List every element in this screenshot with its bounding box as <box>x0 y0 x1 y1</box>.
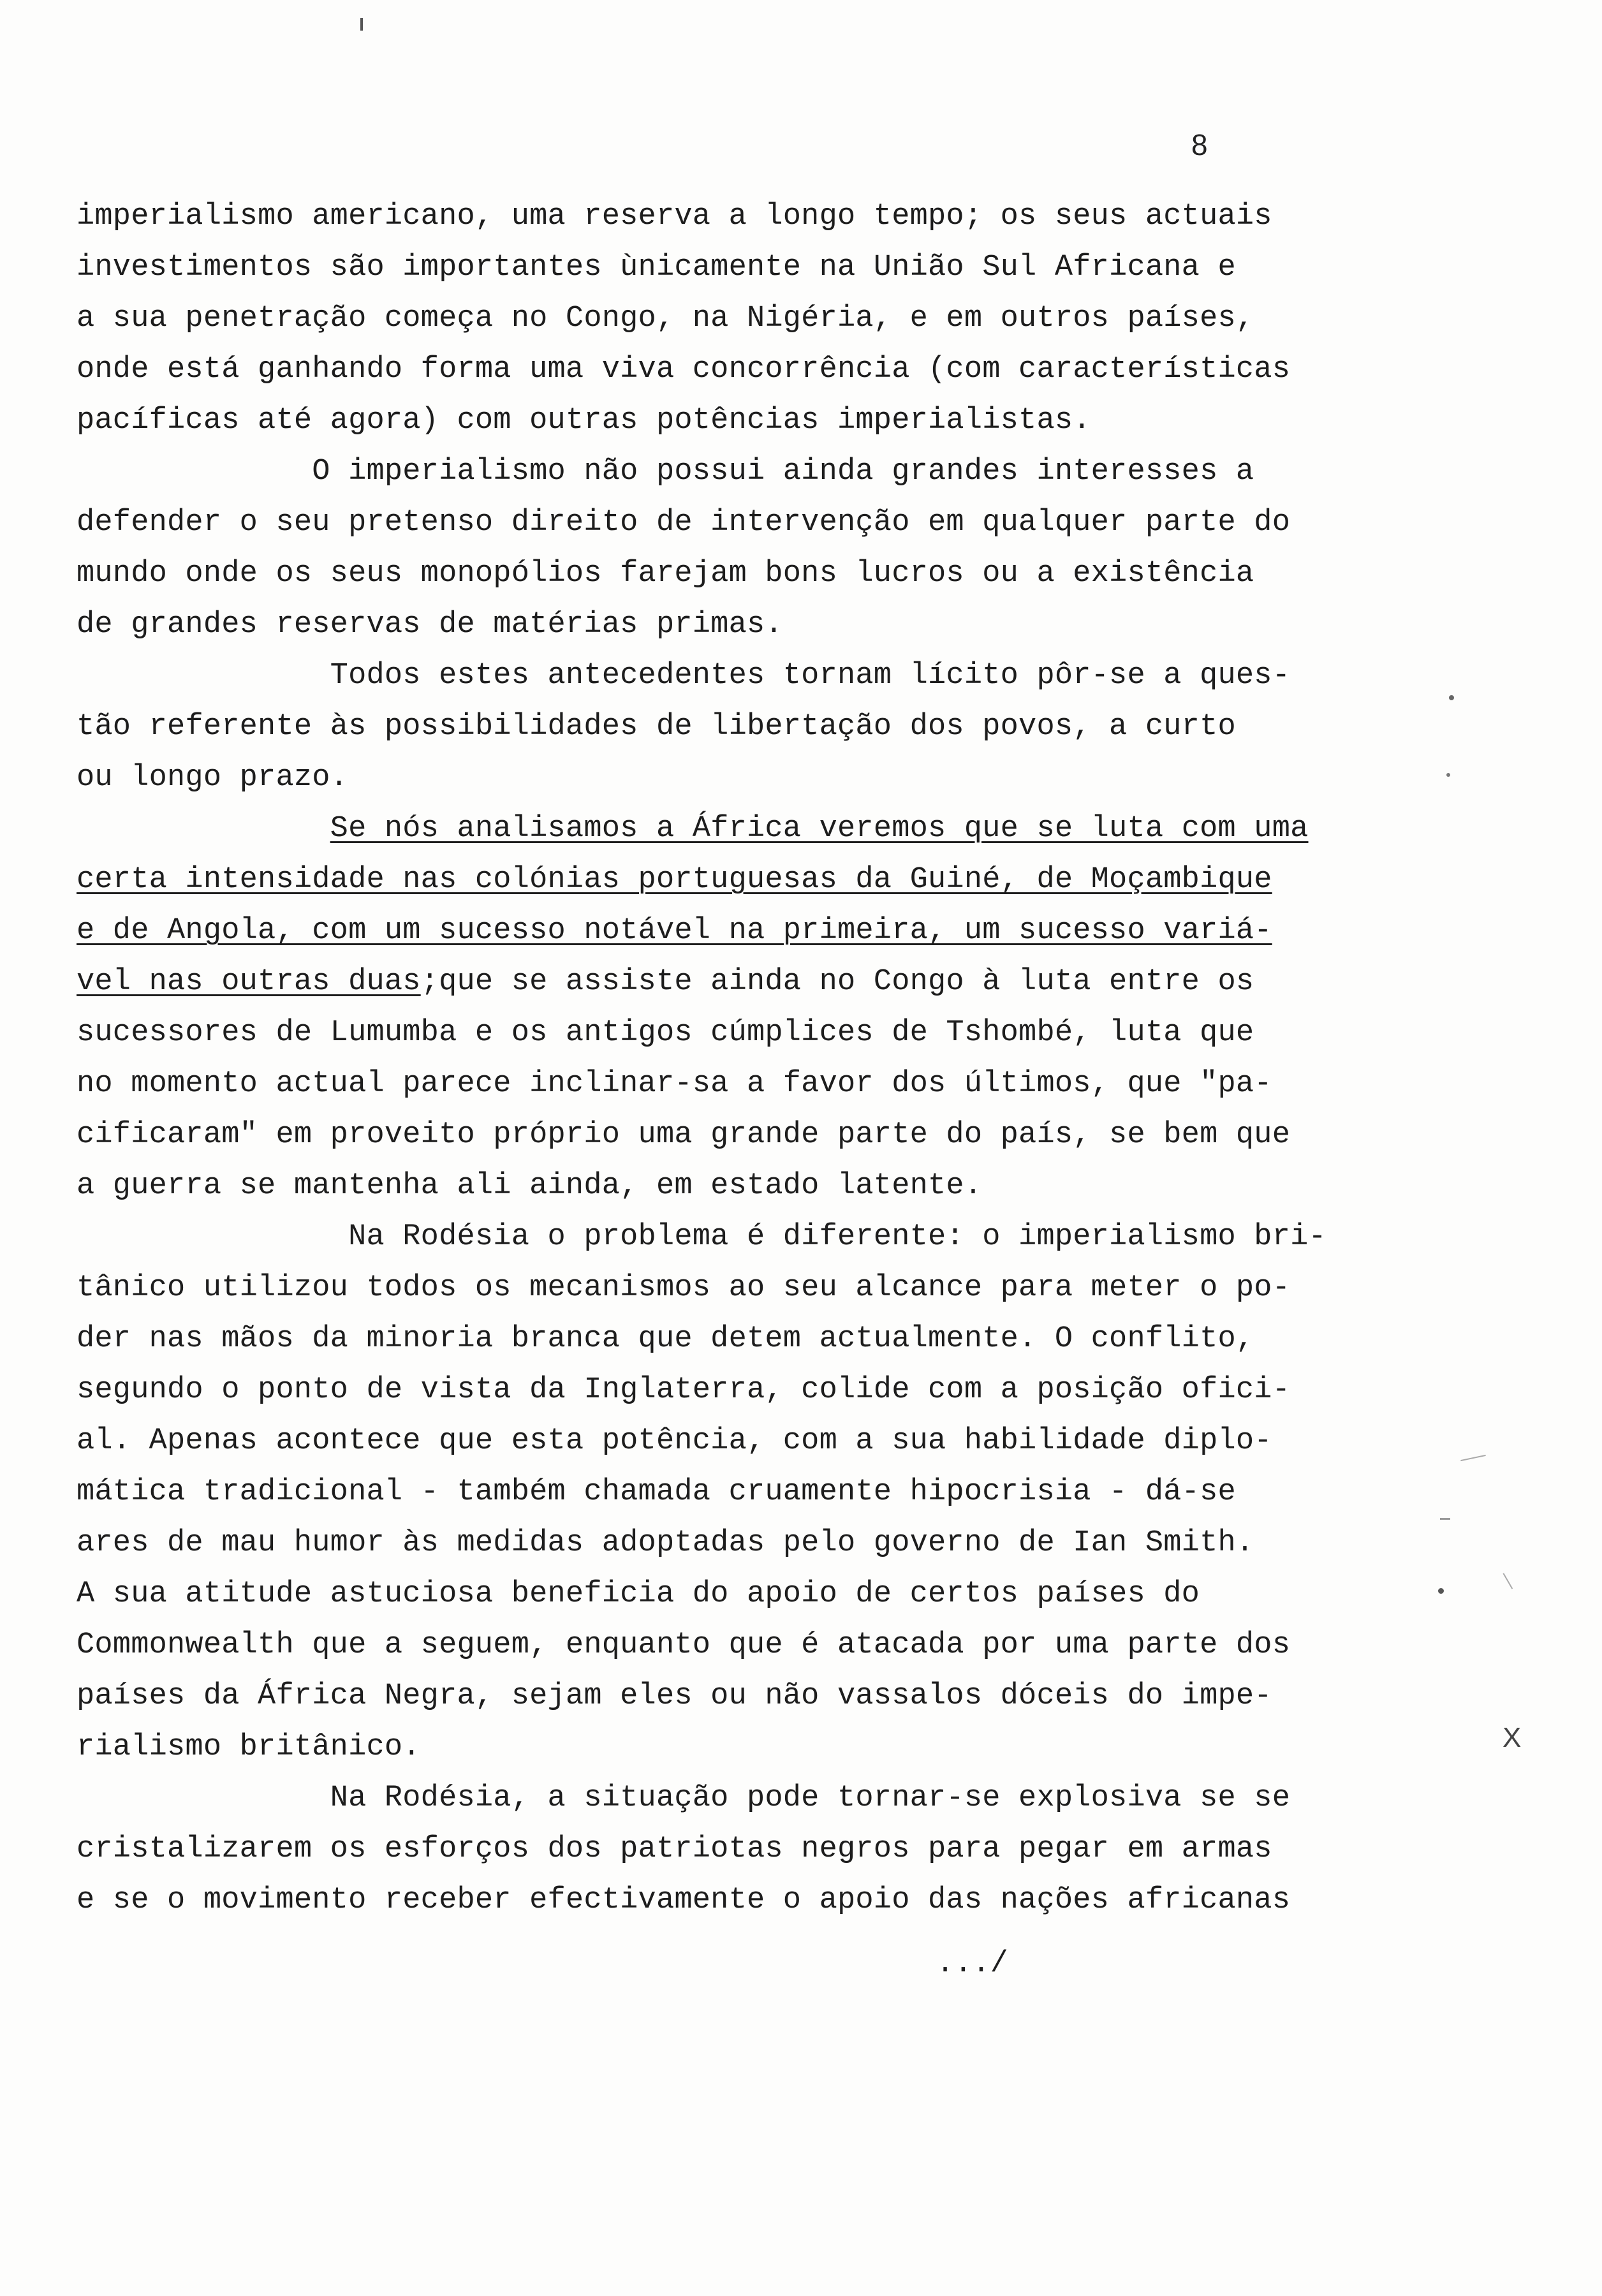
text-line <box>77 1518 1365 1569</box>
text-segment: O imperialismo não possui ainda grandes interesses a <box>77 455 1254 489</box>
scan-speck <box>1438 1588 1444 1594</box>
text-line <box>77 1671 1365 1722</box>
underlined-text: Se nós analisamos a África veremos que se luta com uma <box>330 812 1309 846</box>
text-line <box>77 548 1365 600</box>
text-line <box>77 651 1365 702</box>
text-line <box>77 1824 1365 1875</box>
text-segment: mática tradicional - também chamada cruamente hipocrisia - dá-se <box>77 1475 1236 1509</box>
text-segment: A sua atitude astuciosa beneficia do apoio de certos países do <box>77 1577 1200 1611</box>
text-segment: tânico utilizou todos os mecanismos ao seu alcance para meter o po- <box>77 1271 1291 1305</box>
text-segment: defender o seu pretenso direito de intervenção em qualquer parte do <box>77 506 1291 540</box>
text-line <box>77 344 1365 395</box>
text-segment: imperialismo americano, uma reserva a longo tempo; os seus actuais <box>77 200 1272 233</box>
text-line <box>77 1722 1365 1773</box>
text-segment: Todos estes antecedentes tornam lícito pôr-se a ques- <box>77 659 1291 693</box>
text-line <box>77 395 1365 446</box>
text-line <box>77 446 1365 497</box>
text-line <box>77 753 1365 804</box>
scan-speck <box>1440 1518 1450 1520</box>
text-line <box>77 1467 1365 1518</box>
text-line <box>77 1161 1365 1212</box>
text-line <box>77 1008 1365 1059</box>
underlined-text: vel nas outras duas <box>77 965 421 999</box>
text-line <box>77 1314 1365 1365</box>
text-line <box>77 1365 1365 1416</box>
text-segment: de grandes reservas de matérias primas. <box>77 608 783 642</box>
text-segment: investimentos são importantes ùnicamente na União Sul Africana e <box>77 251 1236 284</box>
text-segment: Na Rodésia, a situação pode tornar-se explosiva se se <box>77 1781 1291 1815</box>
scan-speck <box>1503 1566 1524 1589</box>
text-segment: cristalizarem os esforços dos patriotas negros para pegar em armas <box>77 1832 1272 1866</box>
text-segment: a guerra se mantenha ali ainda, em estado latente. <box>77 1169 983 1203</box>
text-segment: Commonwealth que a seguem, enquanto que é atacada por uma parte dos <box>77 1628 1291 1662</box>
text-segment: cificaram" em proveito próprio uma grande parte do país, se bem que <box>77 1118 1291 1152</box>
text-line <box>77 1773 1365 1824</box>
text-segment: mundo onde os seus monopólios farejam bons lucros ou a existência <box>77 557 1254 591</box>
scan-speck <box>360 18 363 31</box>
text-segment: e se o movimento receber efectivamente o apoio das nações africanas <box>77 1883 1291 1917</box>
text-segment: al. Apenas acontece que esta potência, com a sua habilidade diplo- <box>77 1424 1272 1458</box>
text-line <box>77 191 1365 242</box>
page-number: 8 <box>1191 128 1208 161</box>
text-line <box>77 1110 1365 1161</box>
underlined-text: e de Angola, com um sucesso notável na primeira, um sucesso variá- <box>77 914 1272 948</box>
scan-speck <box>1460 1455 1486 1461</box>
text-line <box>77 957 1365 1008</box>
text-segment: ares de mau humor às medidas adoptadas pelo governo de Ian Smith. <box>77 1526 1254 1560</box>
text-line <box>77 855 1365 906</box>
text-line <box>77 293 1365 344</box>
text-segment: países da África Negra, sejam eles ou não vassalos dóceis do impe- <box>77 1679 1272 1713</box>
text-segment: no momento actual parece inclinar-sa a favor dos últimos, que "pa- <box>77 1067 1272 1101</box>
continuation-mark: .../ <box>936 1947 1008 1981</box>
text-segment: tão referente às possibilidades de libertação dos povos, a curto <box>77 710 1236 744</box>
text-segment: ou longo prazo. <box>77 761 349 795</box>
text-segment: Na Rodésia o problema é diferente: o imperialismo bri- <box>77 1220 1326 1254</box>
text-line <box>77 1875 1365 1926</box>
text-line <box>77 1212 1365 1263</box>
text-segment: ;que se assiste ainda no Congo à luta entre os <box>420 965 1254 999</box>
text-segment: a sua penetração começa no Congo, na Nigéria, e em outros países, <box>77 302 1254 335</box>
text-line <box>77 497 1365 548</box>
body-text <box>77 191 1365 1926</box>
text-line <box>77 702 1365 753</box>
text-segment: der nas mãos da minoria branca que detem actualmente. O conflito, <box>77 1322 1254 1356</box>
scan-speck <box>1446 773 1450 777</box>
text-segment: rialismo britânico. <box>77 1730 421 1764</box>
text-segment: segundo o ponto de vista da Inglaterra, colide com a posição ofici- <box>77 1373 1291 1407</box>
text-line <box>77 804 1365 855</box>
text-line <box>77 1620 1365 1671</box>
underlined-text: certa intensidade nas colónias portuguesas da Guiné, de Moçambique <box>77 863 1272 897</box>
margin-mark: X <box>1503 1722 1522 1753</box>
text-line <box>77 600 1365 651</box>
text-line <box>77 906 1365 957</box>
text-line <box>77 1416 1365 1467</box>
scan-speck <box>1449 695 1454 700</box>
text-segment: pacíficas até agora) com outras potências imperialistas. <box>77 404 1091 438</box>
text-line <box>77 1569 1365 1620</box>
text-line <box>77 1263 1365 1314</box>
text-line <box>77 1059 1365 1110</box>
text-segment: onde está ganhando forma uma viva concorrência (com características <box>77 353 1291 386</box>
text-segment: sucessores de Lumumba e os antigos cúmplices de Tshombé, luta que <box>77 1016 1254 1050</box>
text-line <box>77 242 1365 293</box>
text-segment <box>77 812 330 846</box>
